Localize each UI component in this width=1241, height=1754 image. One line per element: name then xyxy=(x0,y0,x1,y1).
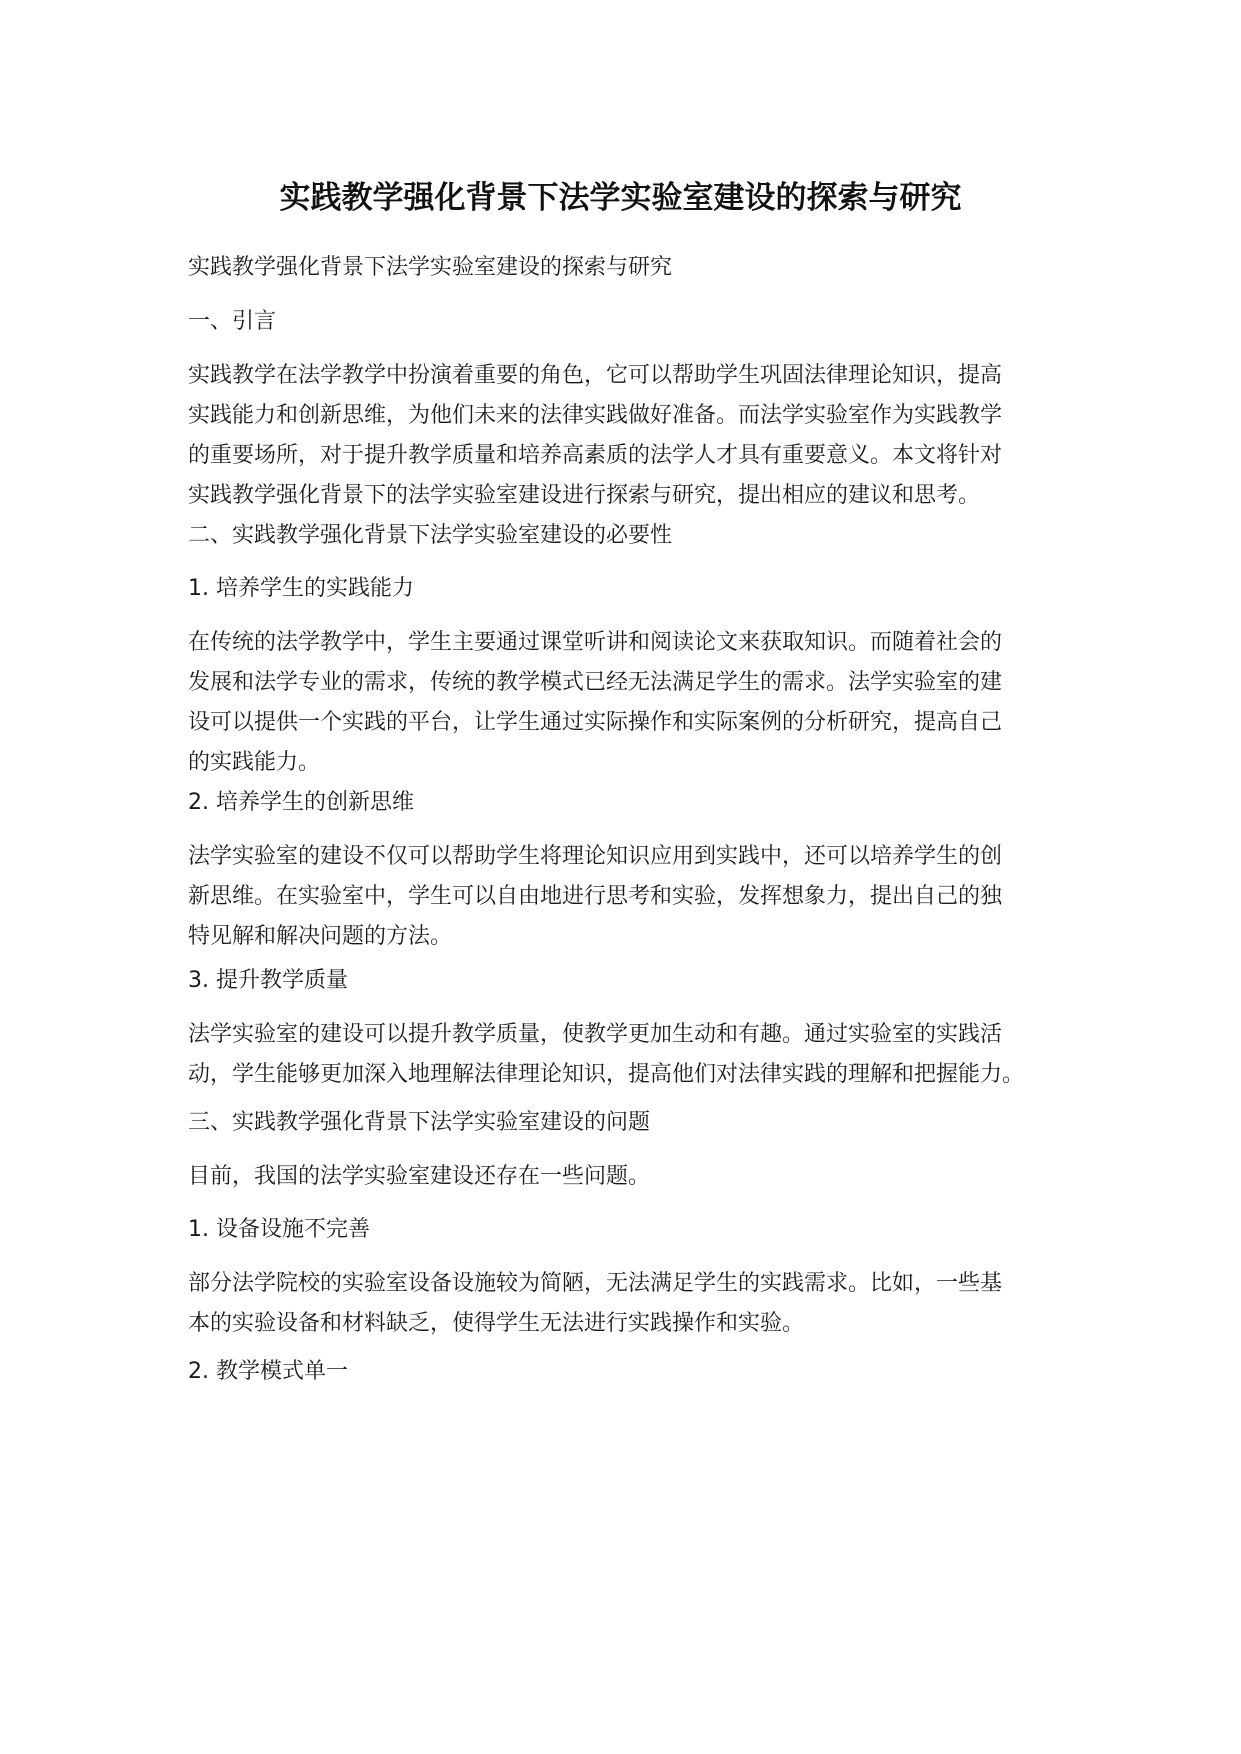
subheading-practice-ability: 1. 培养学生的实践能力 xyxy=(188,576,414,601)
subtitle-paragraph: 实践教学强化背景下法学实验室建设的探索与研究 xyxy=(188,255,673,280)
subheading-equipment: 1. 设备设施不完善 xyxy=(188,1217,370,1242)
subheading-innovative-thinking: 2. 培养学生的创新思维 xyxy=(188,790,414,815)
equipment-paragraph: 部分法学院校的实验室设备设施较为简陋，无法满足学生的实践需求。比如，一些基 本的实验设备和材料缺乏，使得学生无法进行实践操作和实验。 xyxy=(188,1271,1003,1336)
subheading-teaching-mode: 2. 教学模式单一 xyxy=(188,1359,348,1384)
innovative-thinking-paragraph: 法学实验室的建设不仅可以帮助学生将理论知识应用到实践中，还可以培养学生的创 新思维。在实验室中，学生可以自由地进行思考和实验，发挥想象力，提出自己的独 特见解和解决问题的方法。 xyxy=(188,844,1003,949)
subheading-teaching-quality: 3. 提升教学质量 xyxy=(188,968,348,993)
problems-intro-paragraph: 目前，我国的法学实验室建设还存在一些问题。 xyxy=(188,1164,651,1189)
section-heading-intro: 一、引言 xyxy=(188,309,277,334)
section-heading-problems: 三、实践教学强化背景下法学实验室建设的问题 xyxy=(188,1110,651,1135)
section-heading-necessity: 二、实践教学强化背景下法学实验室建设的必要性 xyxy=(188,523,673,548)
teaching-quality-paragraph: 法学实验室的建设可以提升教学质量，使教学更加生动和有趣。通过实验室的实践活 动，学生能够更加深入地理解法律理论知识，提高他们对法律实践的理解和把握能力。 xyxy=(188,1022,1025,1087)
document-title: 实践教学强化背景下法学实验室建设的探索与研究 xyxy=(279,180,962,216)
intro-paragraph: 实践教学在法学教学中扮演着重要的角色，它可以帮助学生巩固法律理论知识，提高 实践能力和创新思维，为他们未来的法律实践做好准备。而法学实验室作为实践教学 的重要场所，对于提升教学质量和培养高素质的法学人才具有重要意义。本文将针对 实践教学强化背景下的法学实验室建设进行探索与研究，提出相应的建议和思考。 xyxy=(188,363,1003,508)
practice-ability-paragraph: 在传统的法学教学中，学生主要通过课堂听讲和阅读论文来获取知识。而随着社会的 发展和法学专业的需求，传统的教学模式已经无法满足学生的需求。法学实验室的建 设可以提供一个实践的平台，让学生通过实际操作和实际案例的分析研究，提高自己 的实践能力。 xyxy=(188,630,1003,775)
